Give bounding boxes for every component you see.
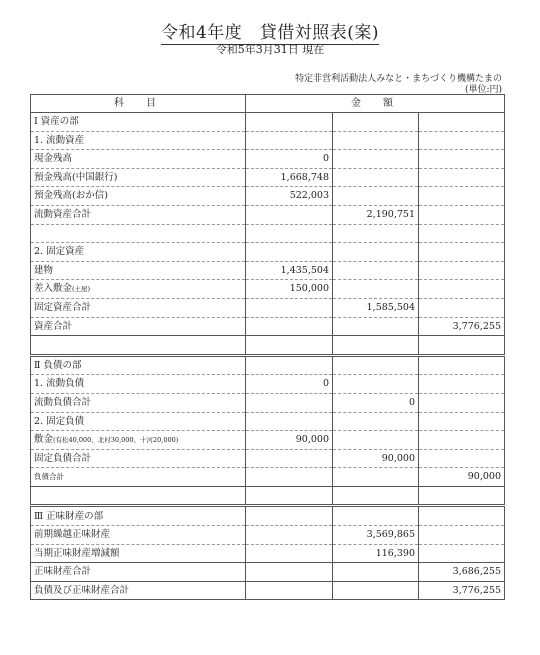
table-row (31, 317, 505, 336)
document-title (0, 18, 540, 43)
assets-total-label: 資産合計 (31, 317, 246, 336)
table-row (31, 393, 505, 412)
balance-sheet-table (30, 94, 505, 600)
table-row (31, 336, 505, 356)
current-liab-total-label: 流動負債合計 (31, 393, 246, 412)
current-total-value: 2,190,751 (333, 205, 419, 224)
table-row (31, 375, 505, 394)
curr-change-label: 当期正味財産増減額 (31, 544, 246, 563)
table-row (31, 261, 505, 280)
deposit-okashin-value: 522,003 (246, 187, 333, 206)
table-row (31, 468, 505, 487)
assets-section-label: Ⅰ 資産の部 (31, 113, 246, 132)
fixed-liab-label: 2. 固定負債 (31, 412, 246, 431)
table-row (31, 563, 505, 582)
deposit-recv-text: 敷金 (34, 434, 54, 446)
grand-total-value: 3,776,255 (419, 581, 505, 600)
guarantee-text: 差入敷金 (34, 283, 73, 295)
table-row (31, 150, 505, 169)
table-row (31, 205, 505, 224)
table-row (31, 168, 505, 187)
table-row (31, 224, 505, 243)
table-row (31, 412, 505, 431)
table-row (31, 131, 505, 150)
deposit-recv-value: 90,000 (246, 431, 333, 450)
guarantee-value: 150,000 (246, 280, 333, 299)
net-total-value: 3,686,255 (419, 563, 505, 582)
current-liab-total-value: 0 (333, 393, 419, 412)
current-liab-label: 1. 流動負債 (31, 375, 246, 394)
table-row (31, 449, 505, 468)
table-row (31, 486, 505, 506)
table-row (31, 355, 505, 375)
net-total-label: 正味財産合計 (31, 563, 246, 582)
net-section-label: Ⅲ 正味財産の部 (31, 506, 246, 526)
unit-label: (単位:円) (464, 85, 502, 95)
liabilities-section-label: Ⅱ 負債の部 (31, 355, 246, 375)
guarantee-note: (土屋) (72, 285, 91, 294)
current-liab-value: 0 (246, 375, 333, 394)
liab-total-label: 負債合計 (31, 468, 246, 487)
deposit-chugoku-label: 預金残高(中国銀行) (31, 168, 246, 187)
guarantee-label (31, 280, 246, 299)
table-row (31, 298, 505, 317)
building-label: 建物 (31, 261, 246, 280)
cash-value: 0 (246, 150, 333, 169)
building-value: 1,435,504 (246, 261, 333, 280)
table-row (31, 581, 505, 600)
fixed-total-label: 固定資産合計 (31, 298, 246, 317)
deposit-chugoku-value: 1,668,748 (246, 168, 333, 187)
curr-change-value: 116,390 (333, 544, 419, 563)
table-row (31, 506, 505, 526)
fixed-liab-total-value: 90,000 (333, 449, 419, 468)
current-total-label: 流動資産合計 (31, 205, 246, 224)
deposit-okashin-label: 預金残高(おか信) (31, 187, 246, 206)
table-row (31, 113, 505, 132)
liab-total-value: 90,000 (419, 468, 505, 487)
fixed-liab-total-label: 固定負債合計 (31, 449, 246, 468)
table-header-row (31, 95, 505, 113)
fixed-assets-label: 2. 固定資産 (31, 243, 246, 262)
prev-net-label: 前期繰越正味財産 (31, 526, 246, 545)
fixed-total-value: 1,585,504 (333, 298, 419, 317)
table-row (31, 526, 505, 545)
deposit-recv-note: (有松40,000、北村30,000、十河20,000) (53, 436, 179, 445)
table-row (31, 187, 505, 206)
prev-net-value: 3,569,865 (333, 526, 419, 545)
table-row (31, 243, 505, 262)
header-amount: 金 額 (246, 95, 505, 113)
table-row (31, 280, 505, 299)
title-text: 令和4年度 貸借対照表(案) (160, 23, 380, 43)
cash-label: 現金残高 (31, 150, 246, 169)
grand-total-label: 負債及び正味財産合計 (31, 581, 246, 600)
header-item: 科 目 (31, 95, 246, 113)
deposit-recv-label (31, 431, 246, 450)
organization-name: 特定非営利活動法人みなと・まちづくり機構たまの (295, 74, 502, 84)
assets-total-value: 3,776,255 (419, 317, 505, 336)
table-row (31, 544, 505, 563)
as-of-date: 令和5年3月31日 現在 (215, 43, 325, 56)
current-assets-label: 1. 流動資産 (31, 131, 246, 150)
table-row (31, 431, 505, 450)
